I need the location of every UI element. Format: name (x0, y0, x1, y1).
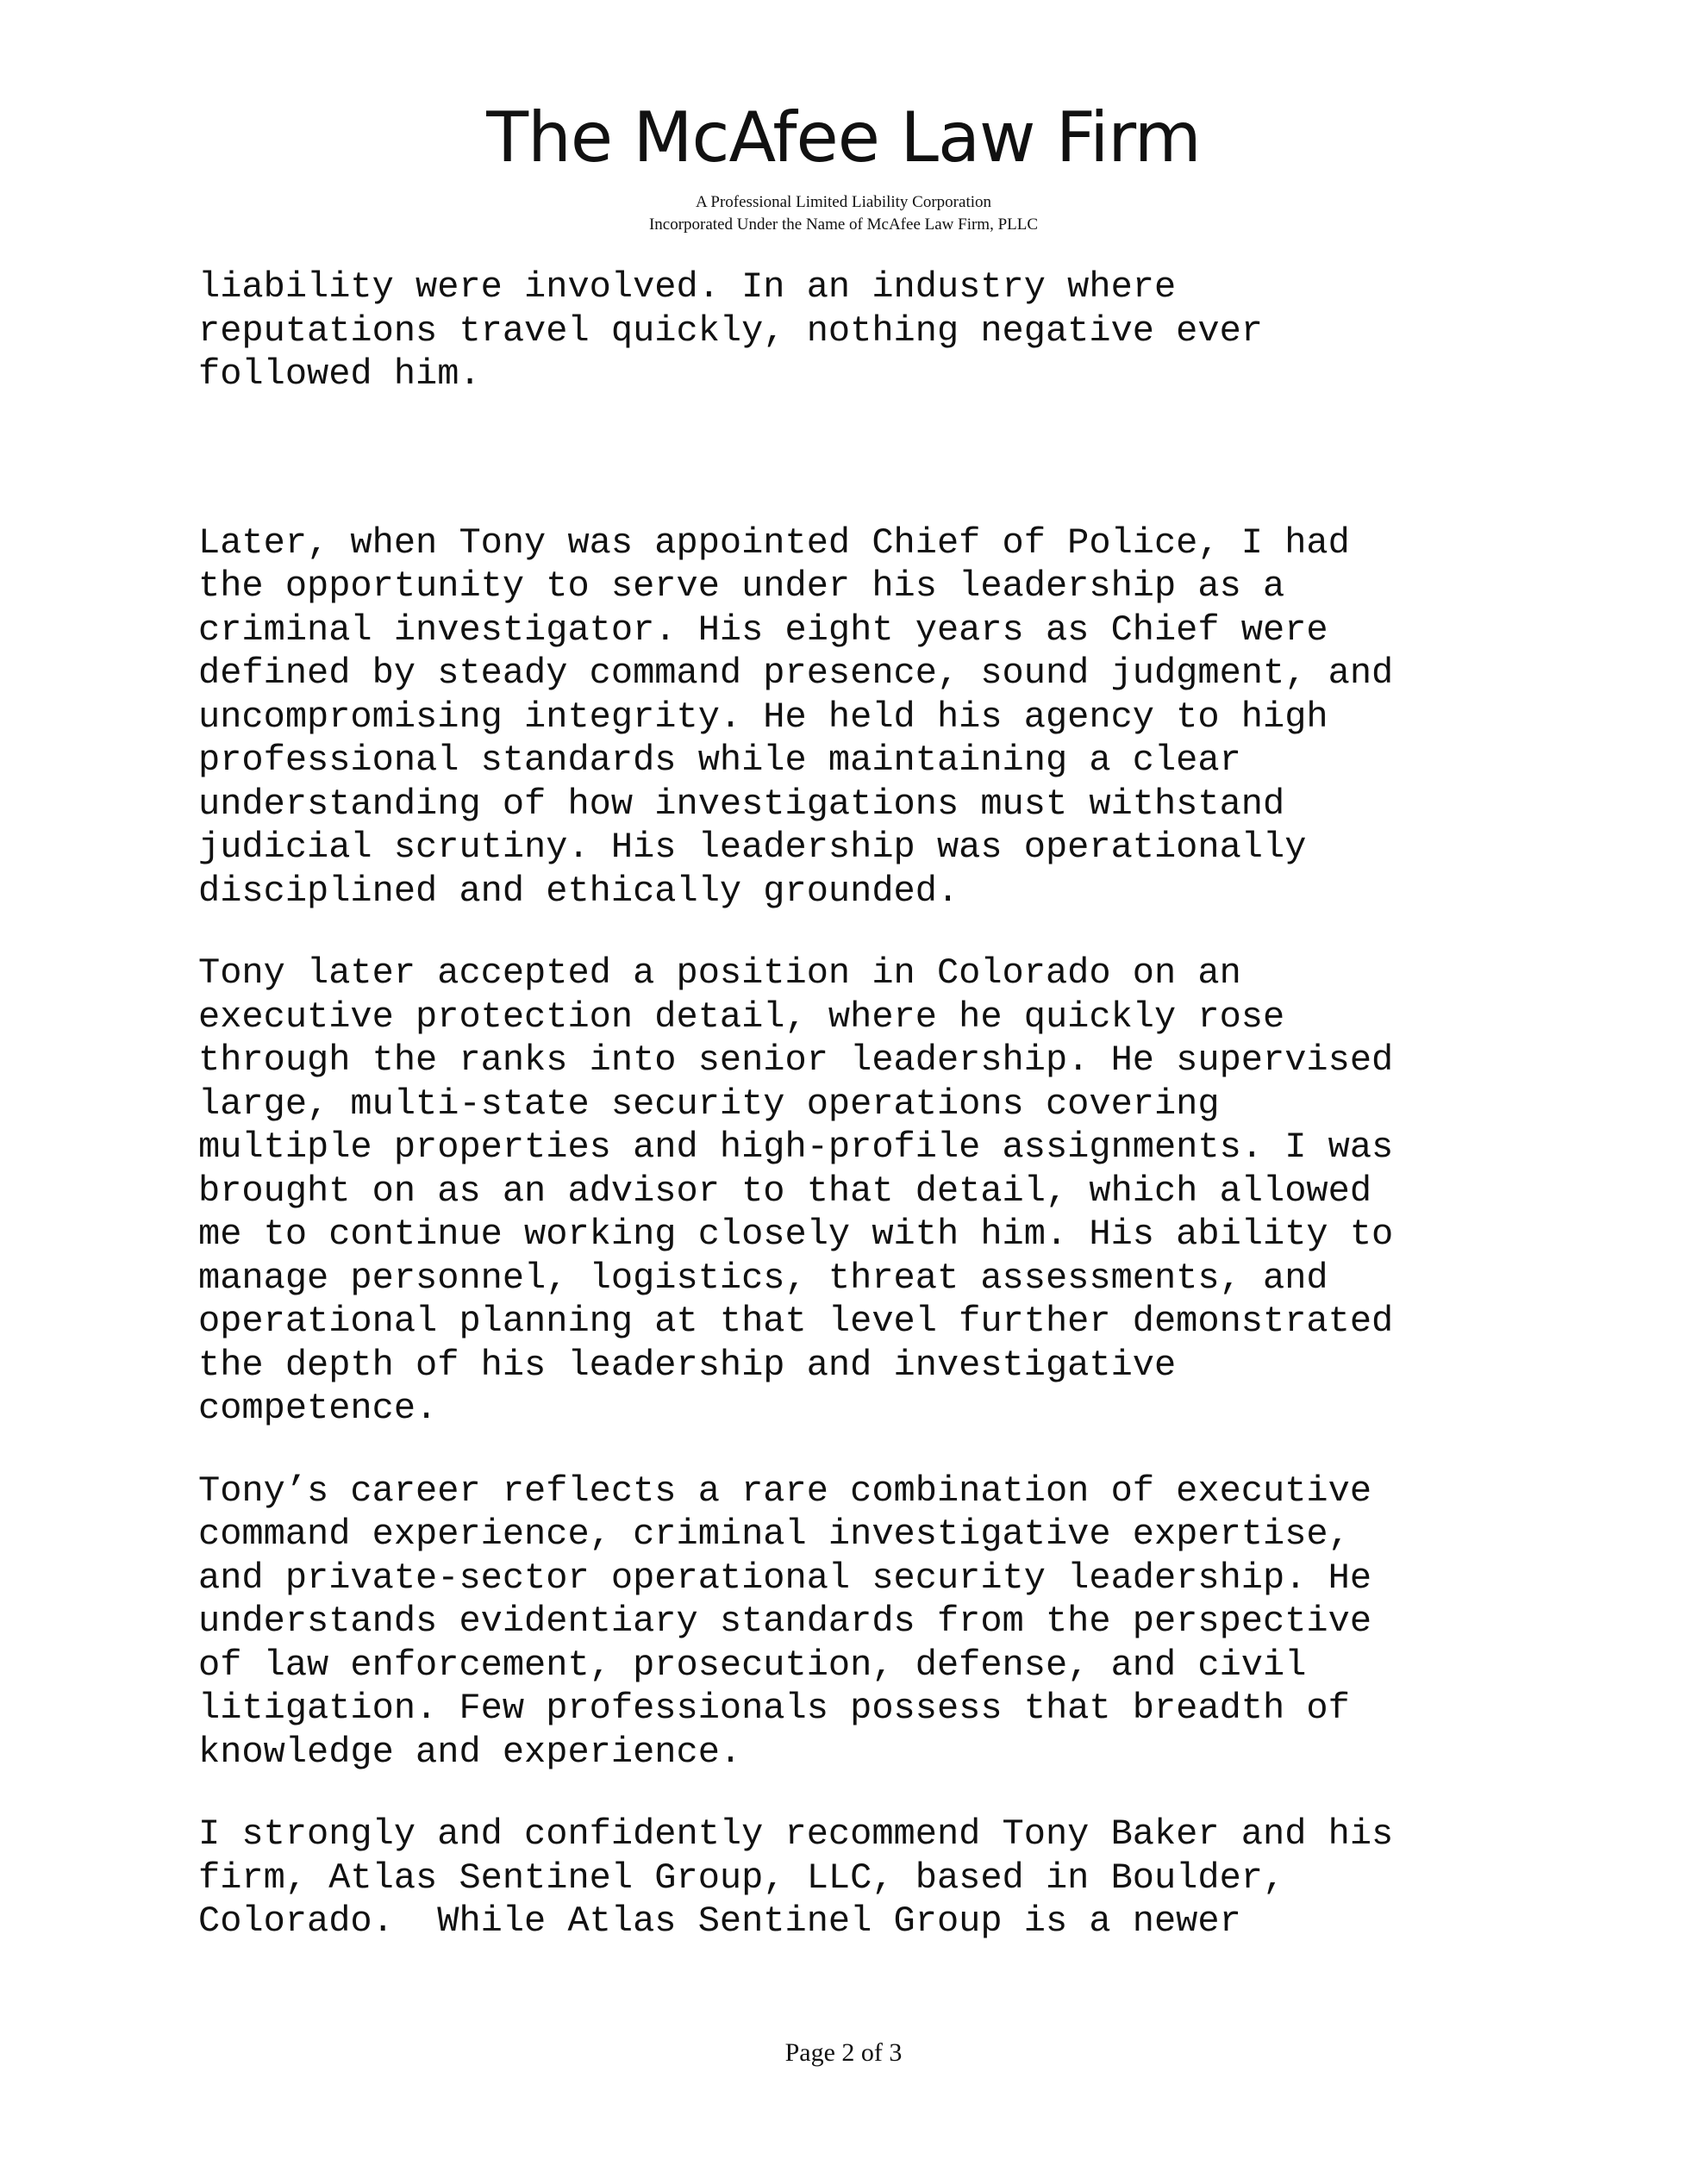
letterhead (0, 97, 1687, 236)
paragraph-continuation: liability were involved. In an industry where reputations travel quickly, nothing negative ever followed him. (198, 266, 1264, 395)
paragraph-recommendation: I strongly and confidently recommend Tony Baker and his firm, Atlas Sentinel Group, LLC, based in Boulder, Colorado. While Atlas Sentinel Group is a newer (198, 1813, 1394, 1942)
paragraph-spacer (198, 913, 1543, 952)
letter-body (198, 265, 1543, 1944)
paragraph-career-summary: Tony’s career reflects a rare combination of executive command experience, criminal investigative expertise, and private-sector operational security leadership. He understands evidentiary standards from the perspective of law enforcement, prosecution, defense, and civil litigation. Few professionals possess that breadth of knowledge and experience. (198, 1470, 1372, 1773)
firm-subtitle-incorporated: Incorporated Under the Name of McAfee Law Firm, PLLC (648, 215, 1039, 234)
page-number: Page 2 of 3 (784, 2038, 903, 2067)
paragraph-spacer (198, 1774, 1543, 1813)
paragraph-spacer (198, 396, 1543, 521)
firm-subtitle-corporation: A Professional Limited Liability Corporation (695, 193, 991, 211)
firm-name: The McAfee Law Firm (486, 97, 1201, 178)
paragraph-colorado-position: Tony later accepted a position in Colorado on an executive protection detail, where he quickly rose through the ranks into senior leadership. He supervised large, multi-state security operations covering multiple properties and high-profile assignments. I was brought on as an advisor to that detail, which allowed me to continue working closely with him. His ability to manage personnel, logistics, threat assessments, and operational planning at that level further demonstrated the depth of his leadership and investigative competence. (198, 952, 1394, 1429)
paragraph-spacer (198, 1431, 1543, 1470)
paragraph-chief-of-police: Later, when Tony was appointed Chief of Police, I had the opportunity to serve under his leadership as a criminal investigator. His eight years as Chief were defined by steady command presence, sound judgment, and uncompromising integrity. He held his agency to high professional standards while maintaining a clear understanding of how investigations must withstand judicial scrutiny. His leadership was operationally disciplined and ethically grounded. (198, 521, 1394, 912)
